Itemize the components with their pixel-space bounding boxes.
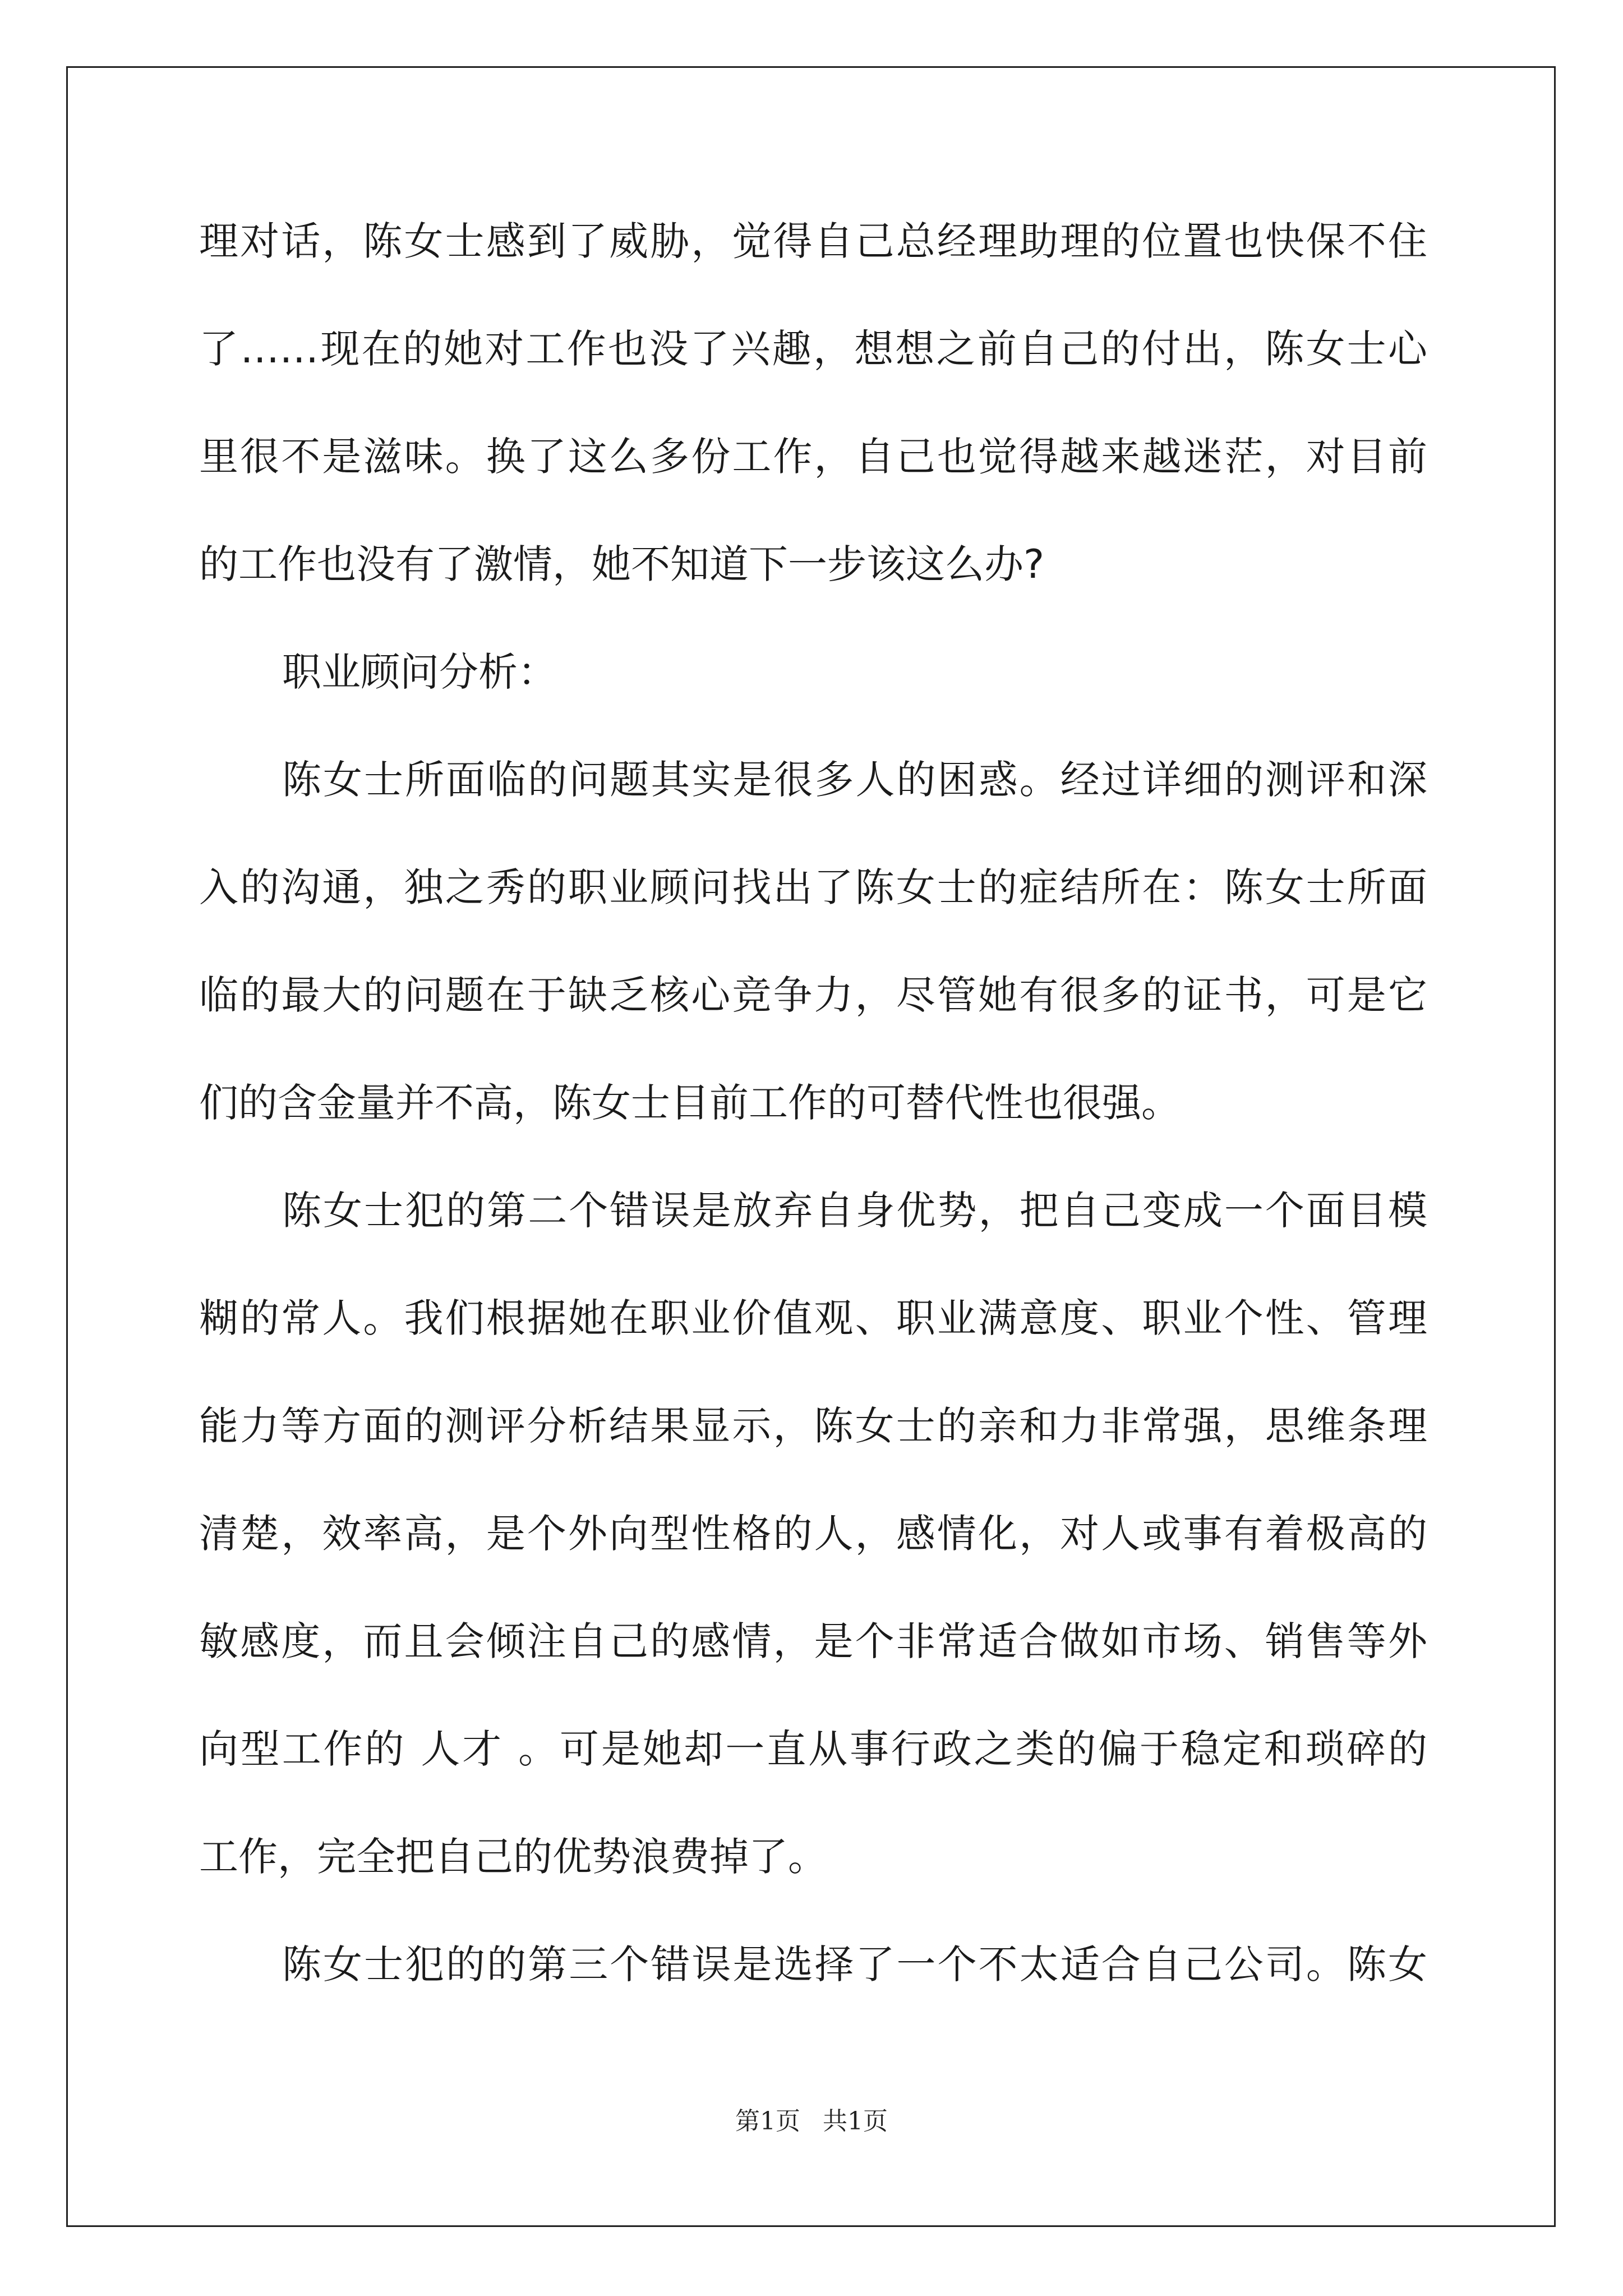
- text-line: 陈女士犯的的第三个错误是选择了一个不太适合自己公司。陈女: [282, 1941, 1427, 1987]
- text-line: 入的沟通，独之秀的职业顾问找出了陈女士的症结所在：陈女士所面: [199, 864, 1427, 910]
- text-line: 能力等方面的测评分析结果显示，陈女士的亲和力非常强，思维条理: [199, 1403, 1427, 1449]
- text-line: 工作，完全把自己的优势浪费掉了。: [199, 1834, 827, 1880]
- text-line: 清楚，效率高，是个外向型性格的人，感情化，对人或事有着极高的: [199, 1511, 1427, 1557]
- page-footer: [0, 2101, 1623, 2137]
- page-number-total: 共1页: [823, 2107, 888, 2136]
- text-line: 的工作也没有了激情，她不知道下一步该这么办?: [199, 541, 1045, 587]
- text-line: 敏感度，而且会倾注自己的感情，是个非常适合做如市场、销售等外: [199, 1618, 1427, 1664]
- text-line: 临的最大的问题在于缺乏核心竞争力，尽管她有很多的证书，可是它: [199, 972, 1427, 1018]
- text-line: 理对话，陈女士感到了威胁，觉得自己总经理助理的位置也快保不住: [199, 218, 1427, 264]
- page-number-current: 第1页: [735, 2107, 800, 2136]
- section-heading: 职业顾问分析：: [282, 649, 557, 695]
- text-line: 里很不是滋味。换了这么多份工作，自己也觉得越来越迷茫，对目前: [199, 434, 1427, 480]
- document-body: [199, 208, 1427, 2039]
- text-line: 糊的常人。我们根据她在职业价值观、职业满意度、职业个性、管理: [199, 1295, 1427, 1341]
- text-line: 陈女士犯的第二个错误是放弃自身优势，把自己变成一个面目模: [282, 1188, 1427, 1234]
- text-line: 向型工作的 人才 。可是她却一直从事行政之类的偏于稳定和琐碎的: [199, 1726, 1427, 1772]
- text-line: 了……现在的她对工作也没了兴趣，想想之前自己的付出，陈女士心: [199, 326, 1427, 372]
- text-line: 陈女士所面临的问题其实是很多人的困惑。经过详细的测评和深: [282, 757, 1427, 803]
- text-line: 们的含金量并不高，陈女士目前工作的可替代性也很强。: [199, 1080, 1181, 1126]
